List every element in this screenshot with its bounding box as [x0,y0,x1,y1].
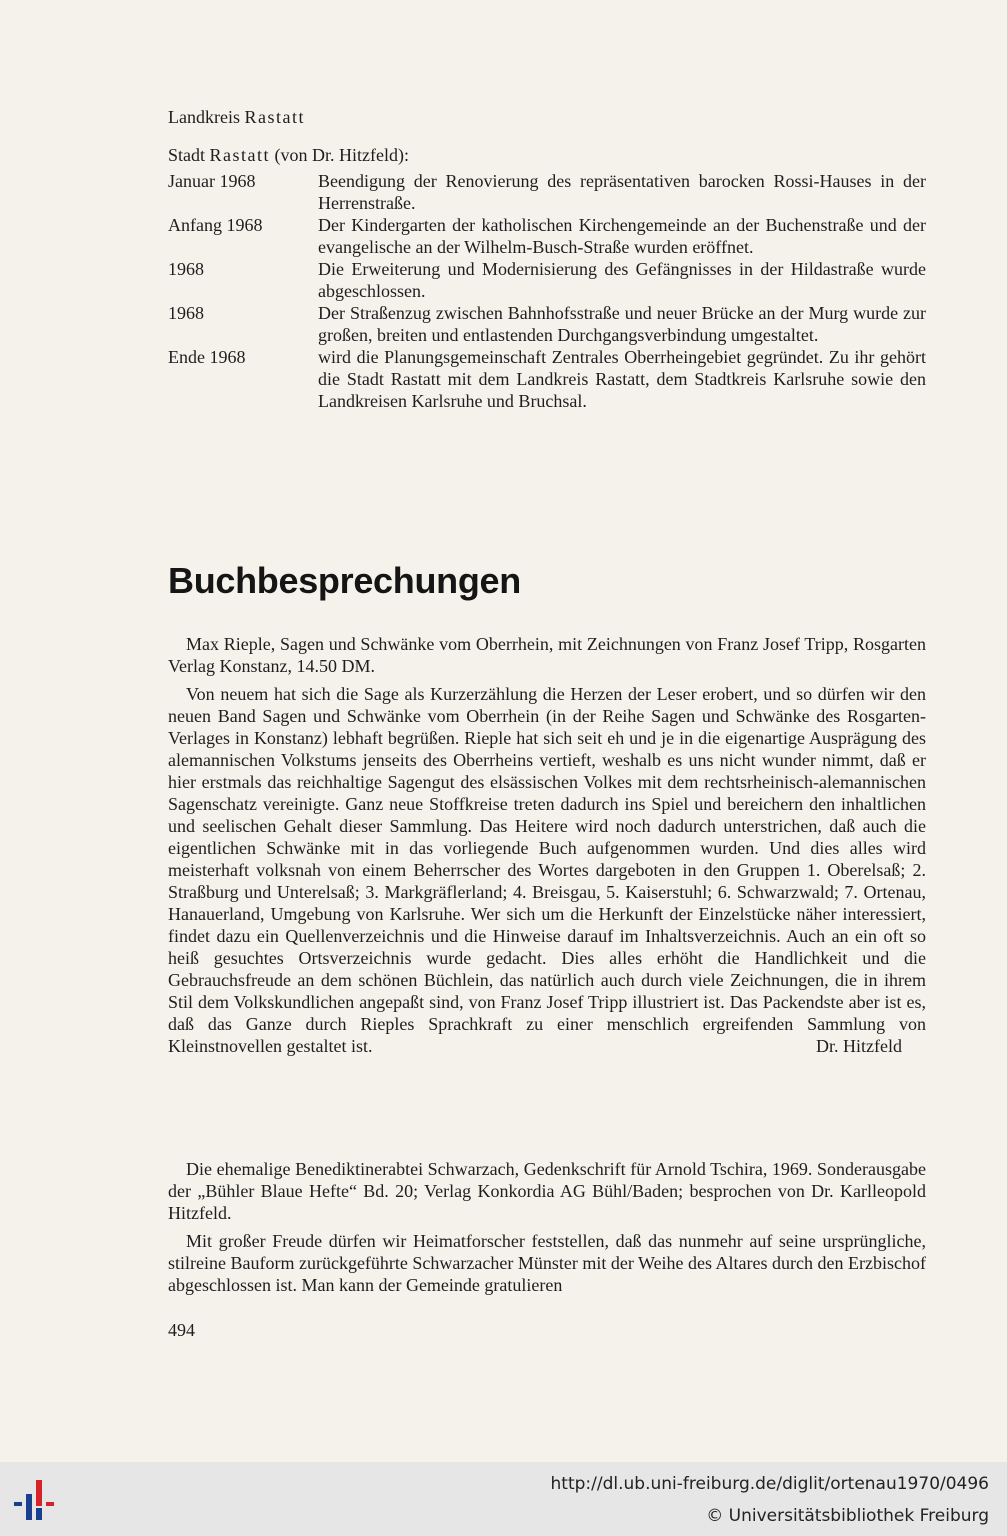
chronicle-date: Januar 1968 [168,171,256,191]
library-logo-icon [12,1474,64,1526]
region-prefix: Landkreis [168,107,240,127]
chronicle-date: Anfang 1968 [168,215,263,235]
chronicle-entry [168,346,928,412]
review-citation: Max Rieple, Sagen und Schwänke vom Oberrhein, mit Zeichnungen von Franz Josef Tripp, Rosgarten Verlag Konstanz, 14.50 DM. [168,634,926,676]
chronicle-entry [168,302,928,346]
chronicle-entry [168,214,928,258]
chronicle-entry [168,258,928,302]
permalink-link[interactable]: http://dl.ub.uni-freiburg.de/diglit/ortenau1970/0496 [550,1474,989,1494]
review-citation: Die ehemalige Benediktinerabtei Schwarzach, Gedenkschrift für Arnold Tschira, 1969. Sonderausgabe der „Bühler Blaue Hefte“ Bd. 20; Verlag Konkordia AG Bühl/Baden; besprochen von Dr. Karlleopold Hitzfeld. [168,1159,926,1223]
book-review [168,633,926,1057]
chronicle-text: Beendigung der Renovierung des repräsentativen barocken Rossi-Hauses in der Herrenstraße. [318,171,926,213]
city-prefix: Stadt [168,145,206,165]
region-header [168,107,305,128]
city-name: Rastatt [209,145,271,165]
chronicle-date: 1968 [168,303,204,323]
section-heading: Buchbesprechungen [168,560,521,601]
chronicle-text: wird die Planungsgemeinschaft Zentrales Oberrheingebiet gegründet. Zu ihr gehört die Stadt Rastatt mit dem Landkreis Rastatt, dem Stadtkreis Karlsruhe sowie den Landkreisen Karlsruhe und Bruchsal. [318,347,926,411]
chronicle-text: Der Straßenzug zwischen Bahnhofsstraße und neuer Brücke an der Murg wurde zur großen, breiten und entlastenden Durchgangsverbindung umgestaltet. [318,303,926,345]
city-author: (von Dr. Hitzfeld): [274,145,409,165]
book-review [168,1158,926,1296]
review-signature: Dr. Hitzfeld [816,1036,902,1056]
library-footer [0,1462,1007,1536]
chronicle-text: Die Erweiterung und Modernisierung des Gefängnisses in der Hildastraße wurde abgeschlossen. [318,259,926,301]
chronicle-list [168,170,928,412]
chronicle-entry [168,170,928,214]
chronicle-text: Der Kindergarten der katholischen Kirchengemeinde an der Buchenstraße und der evangelische an der Wilhelm-Busch-Straße wurden eröffnet. [318,215,926,257]
copyright-text: © Universitätsbibliothek Freiburg [706,1506,989,1526]
review-body: Von neuem hat sich die Sage als Kurzerzählung die Herzen der Leser erobert, und so dürfen wir den neuen Band Sagen und Schwänke vom Oberrhein (in der Reihe Sagen und Schwänke des Rosgarten-Verlages in Konstanz) lebhaft begrüßen. Rieple hat sich seit eh und je in die eigenartige Ausprägung des alemannischen Volkstums jenseits des Oberrheins vertieft, weshalb es uns nicht wunder nimmt, daß er hier erstmals das reichhaltige Sagengut des elsässischen Volkes mit dem rechtsrheinisch-alemannischen Sagenschatz vereinigte. Ganz neue Stoffkreise treten dadurch ins Spiel und bereichern den inhaltlichen und seelischen Gehalt dieser Sammlung. Das Heitere wird noch dadurch unterstrichen, daß auch die eigentlichen Schwänke mit in das vorliegende Buch aufgenommen wurden. Und dies alles wird meisterhaft volksnah von einem Beherrscher des Wortes dargeboten in den Gruppen 1. Oberelsaß; 2. Straßburg und Unterelsaß; 3. Markgräflerland; 4. Breisgau, 5. Kaiserstuhl; 6. Schwarzwald; 7. Ortenau, Hanauerland, Umgebung von Karlsruhe. Wer sich um die Herkunft der Einzelstücke näher interessiert, findet dazu ein Quellenverzeichnis und die Hinweise darauf im Inhaltsverzeichnis. Auch an ein oft so heiß gesuchtes Ortsverzeichnis wurde gedacht. Dies alles erhöht die Handlichkeit und die Gebrauchsfreude an dem schönen Büchlein, das natürlich auch durch viele Zeichnungen, die in ihrem Stil dem Volkskundlichen angepaßt sind, von Franz Josef Tripp illustriert ist. Das Packendste aber ist es, daß das Ganze durch Rieples Sprachkraft zu einer menschlich ergreifenden Sammlung von Kleinstnovellen gestaltet ist. [168,684,926,1056]
region-name: Rastatt [244,107,305,127]
chronicle-date: Ende 1968 [168,347,246,367]
city-header [168,145,409,166]
chronicle-date: 1968 [168,259,204,279]
page-number: 494 [168,1320,195,1340]
review-body: Mit großer Freude dürfen wir Heimatforscher feststellen, daß das nunmehr auf seine ursprüngliche, stilreine Bauform zurückgeführte Schwarzacher Münster mit der Weihe des Altares durch den Erzbischof abgeschlossen ist. Man kann der Gemeinde gratulieren [168,1231,926,1295]
